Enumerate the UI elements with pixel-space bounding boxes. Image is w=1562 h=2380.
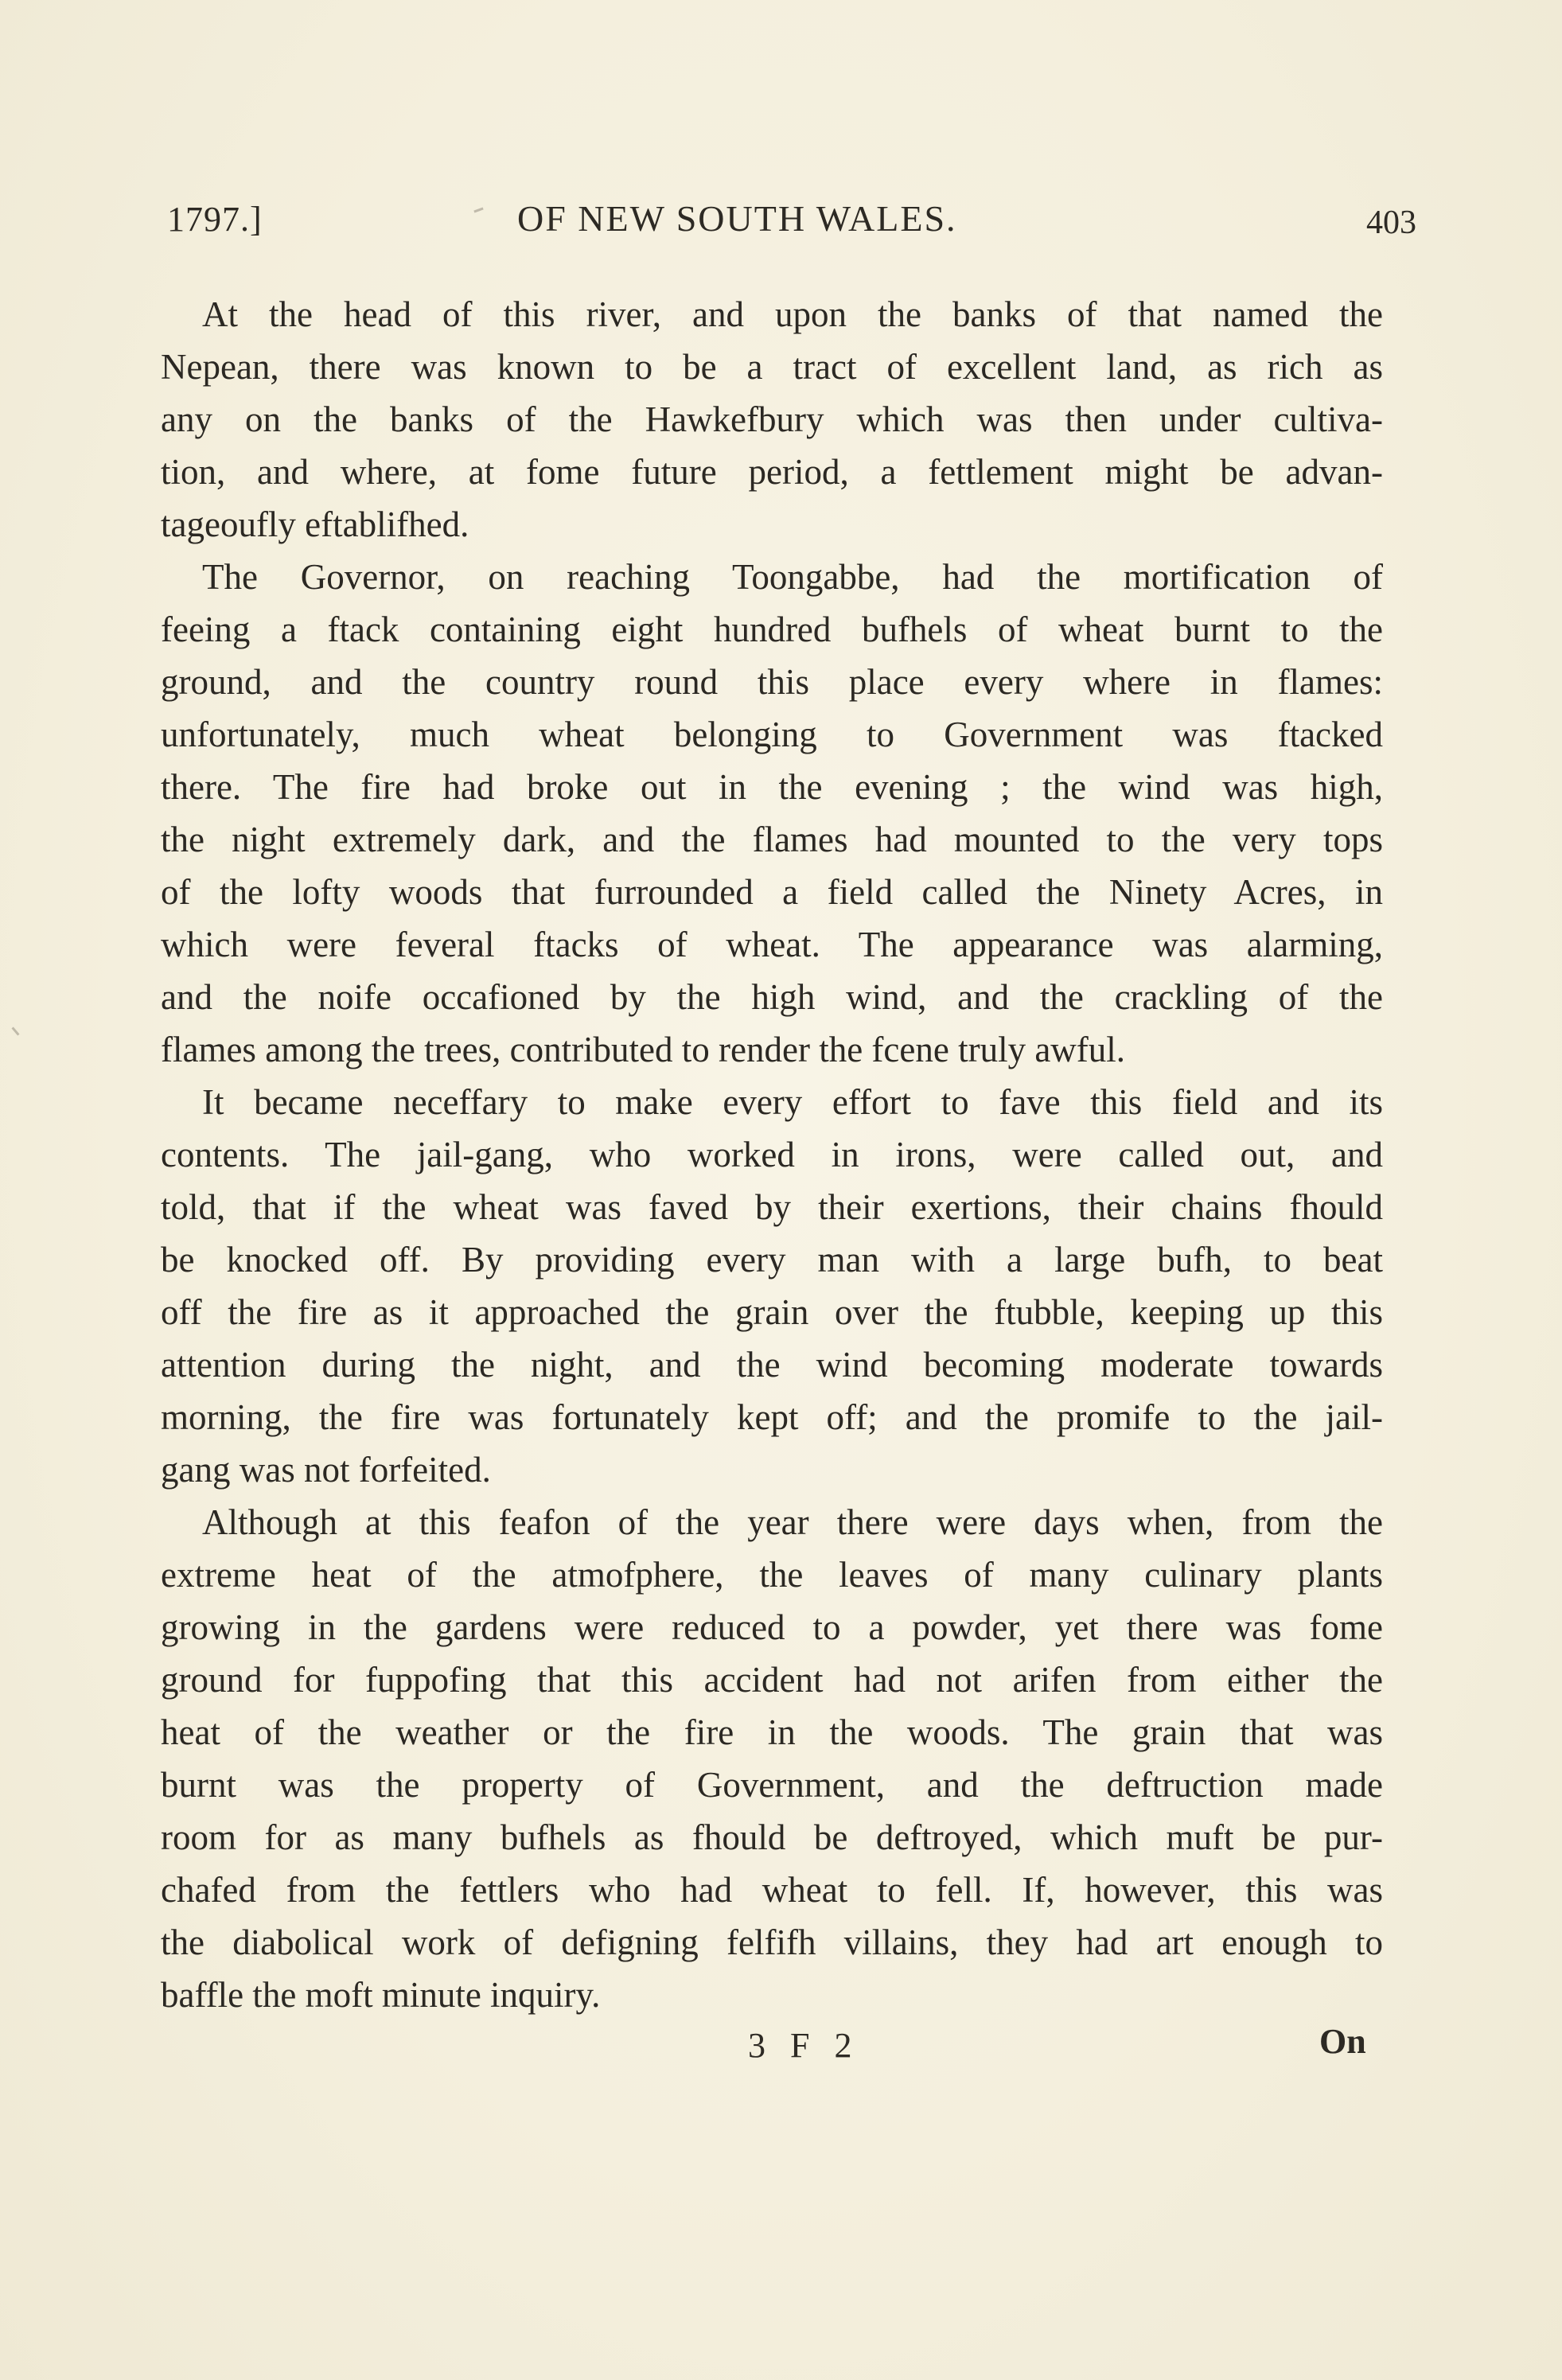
body-text xyxy=(161,288,1383,2021)
paragraph xyxy=(161,551,1383,1076)
text-line: flames among the trees, contributed to render the fcene truly awful. xyxy=(161,1030,1126,1069)
text-line: there. The fire had broke out in the evening ; the wind was high, xyxy=(161,767,1383,807)
page-number: 403 xyxy=(1366,205,1416,241)
text-line: attention during the night, and the wind becoming moderate towards xyxy=(161,1345,1383,1385)
text-line: the diabolical work of defigning felfifh villains, they had art enough to xyxy=(161,1922,1383,1962)
text-line: and the noife occafioned by the high wind, and the crackling of the xyxy=(161,977,1383,1017)
signature-mark: 3 F 2 xyxy=(748,2026,860,2065)
text-line: unfortunately, much wheat belonging to Government was ftacked xyxy=(161,715,1383,754)
text-line: burnt was the property of Government, and the deftruction made xyxy=(161,1765,1383,1805)
text-line: ground for fuppofing that this accident had not arifen from either the xyxy=(161,1660,1383,1700)
paragraph xyxy=(161,1076,1383,1496)
ink-speck xyxy=(11,1026,19,1035)
paragraph xyxy=(161,288,1383,551)
text-line: Although at this feafon of the year there were days when, from the xyxy=(202,1502,1383,1542)
text-line: heat of the weather or the fire in the woods. The grain that was xyxy=(161,1712,1383,1752)
text-line: tion, and where, at fome future period, a fettlement might be advan- xyxy=(161,452,1383,492)
text-line: ground, and the country round this place every where in flames: xyxy=(161,662,1383,702)
text-line: baffle the moft minute inquiry. xyxy=(161,1975,601,2015)
text-line: told, that if the wheat was faved by their exertions, their chains fhould xyxy=(161,1187,1383,1227)
text-line: be knocked off. By providing every man with a large bufh, to beat xyxy=(161,1240,1383,1280)
text-line: chafed from the fettlers who had wheat to fell. If, however, this was xyxy=(161,1870,1383,1910)
text-line: It became neceffary to make every effort to fave this field and its xyxy=(202,1082,1383,1122)
catchword: On xyxy=(1319,2022,1366,2061)
text-line: which were feveral ftacks of wheat. The appearance was alarming, xyxy=(161,925,1383,964)
text-line: extreme heat of the atmofphere, the leaves of many culinary plants xyxy=(161,1555,1383,1595)
text-line: contents. The jail-gang, who worked in irons, were called out, and xyxy=(161,1135,1383,1174)
text-line: the night extremely dark, and the flames had mounted to the very tops xyxy=(161,820,1383,859)
text-line: The Governor, on reaching Toongabbe, had the mortification of xyxy=(202,557,1383,597)
running-head-title: OF NEW SOUTH WALES. xyxy=(517,198,957,239)
text-line: of the lofty woods that furrounded a field called the Ninety Acres, in xyxy=(161,872,1383,912)
text-line: At the head of this river, and upon the banks of that named the xyxy=(202,294,1383,334)
text-line: gang was not forfeited. xyxy=(161,1450,491,1490)
text-line: Nepean, there was known to be a tract of excellent land, as rich as xyxy=(161,347,1383,387)
text-line: feeing a ftack containing eight hundred bufhels of wheat burnt to the xyxy=(161,610,1383,649)
text-line: morning, the fire was fortunately kept off; and the promife to the jail- xyxy=(161,1397,1383,1437)
running-head xyxy=(167,199,1416,255)
text-line: growing in the gardens were reduced to a powder, yet there was fome xyxy=(161,1607,1383,1647)
text-line: tageoufly eftablifhed. xyxy=(161,504,469,544)
text-line: any on the banks of the Hawkefbury which was then under cultiva- xyxy=(161,399,1383,439)
text-line: room for as many bufhels as fhould be deftroyed, which muft be pur- xyxy=(161,1817,1383,1857)
text-line: off the fire as it approached the grain over the ftubble, keeping up this xyxy=(161,1292,1383,1332)
running-head-year: 1797.] xyxy=(167,200,263,239)
paragraph xyxy=(161,1496,1383,2021)
